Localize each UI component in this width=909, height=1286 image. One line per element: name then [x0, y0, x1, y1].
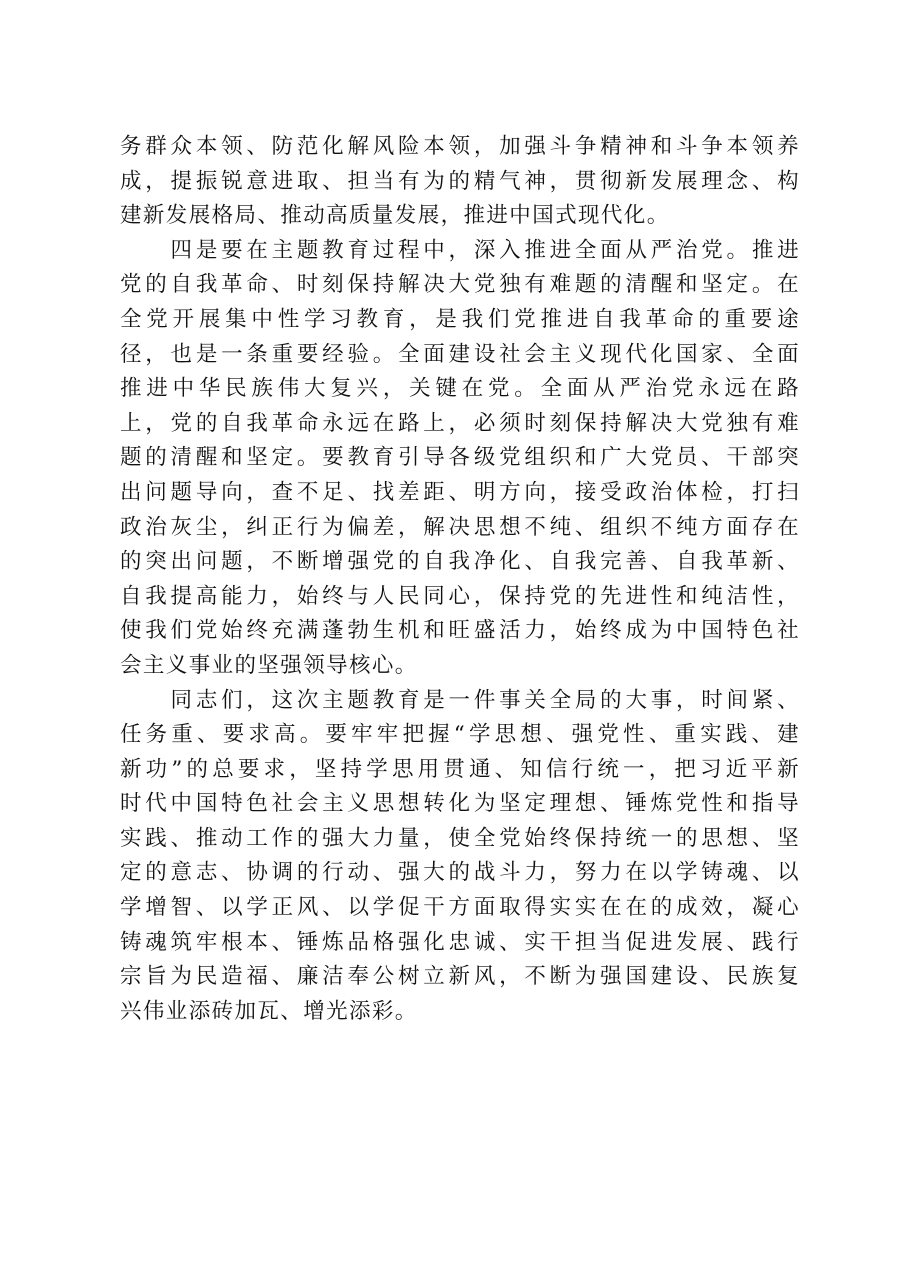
- text-line: 政治灰尘，纠正行为偏差，解决思想不纯、组织不纯方面存在: [120, 514, 800, 540]
- text-line: 使我们党始终充满蓬勃生机和旺盛活力，始终成为中国特色社: [120, 618, 800, 644]
- text-line: 兴伟业添砖加瓦、增光添彩。: [120, 998, 418, 1024]
- text-line: 径，也是一条重要经验。全面建设社会主义现代化国家、全面: [120, 341, 800, 367]
- text-line: 新功”的总要求，坚持学思用贯通、知信行统一，把习近平新: [120, 756, 800, 782]
- text-line: 务群众本领、防范化解风险本领，加强斗争精神和斗争本领养: [120, 134, 800, 159]
- text-line: 出问题导向，查不足、找差距、明方向，接受政治体检，打扫: [120, 479, 800, 505]
- text-line: 建新发展格局、推动高质量发展，推进中国式现代化。: [120, 203, 670, 229]
- document-body: [120, 130, 800, 1029]
- text-line: 自我提高能力，始终与人民同心，保持党的先进性和纯洁性，: [120, 583, 800, 609]
- text-line: 任务重、要求高。要牢牢把握“学思想、强党性、重实践、建: [120, 722, 800, 748]
- text-line: 实践、推动工作的强大力量，使全党始终保持统一的思想、坚: [120, 825, 800, 851]
- text-line: 学增智、以学正风、以学促干方面取得实实在在的成效，凝心: [120, 895, 800, 921]
- text-line: 成，提振锐意进取、担当有为的精气神，贯彻新发展理念、构: [120, 168, 800, 194]
- text-line: 党的自我革命、时刻保持解决大党独有难题的清醒和坚定。在: [120, 272, 800, 298]
- text-line: 的突出问题，不断增强党的自我净化、自我完善、自我革新、: [120, 549, 800, 575]
- text-line: 四是要在主题教育过程中，深入推进全面从严治党。推进: [120, 237, 800, 263]
- text-line: 推进中华民族伟大复兴，关键在党。全面从严治党永远在路: [120, 376, 800, 402]
- text-line: 定的意志、协调的行动、强大的战斗力，努力在以学铸魂、以: [120, 860, 800, 886]
- text-line: 铸魂筑牢根本、锤炼品格强化忠诚、实干担当促进发展、践行: [120, 929, 800, 955]
- text-line: 宗旨为民造福、廉洁奉公树立新风，不断为强国建设、民族复: [120, 964, 800, 990]
- text-line: 同志们，这次主题教育是一件事关全局的大事，时间紧、: [120, 687, 800, 713]
- text-line: 全党开展集中性学习教育，是我们党推进自我革命的重要途: [120, 306, 800, 332]
- text-line: 会主义事业的坚强领导核心。: [120, 652, 418, 678]
- text-line: 题的清醒和坚定。要教育引导各级党组织和广大党员、干部突: [120, 445, 800, 471]
- text-line: 上，党的自我革命永远在路上，必须时刻保持解决大党独有难: [120, 410, 800, 436]
- text-line: 时代中国特色社会主义思想转化为坚定理想、锤炼党性和指导: [120, 791, 800, 817]
